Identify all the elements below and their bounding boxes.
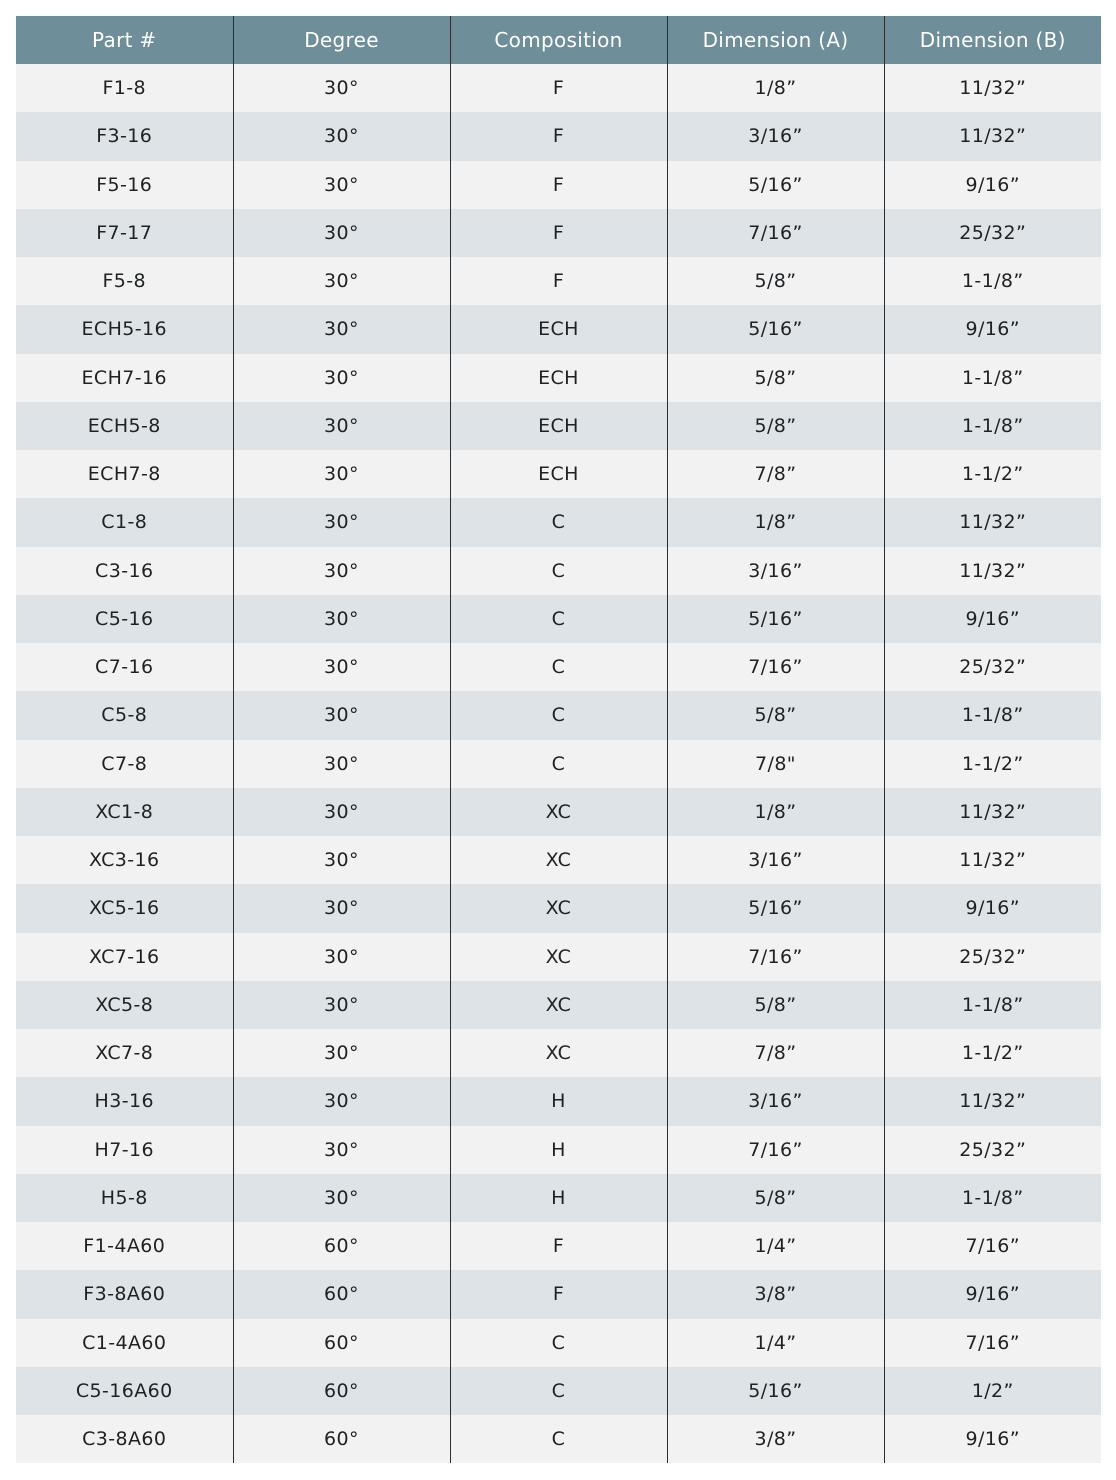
table-row	[16, 1174, 1101, 1222]
part-number-cell: F5-16	[16, 161, 233, 209]
composition-cell: H	[450, 1126, 667, 1174]
dimension-a-cell: 5/16”	[667, 305, 884, 353]
composition-cell: F	[450, 112, 667, 160]
degree-cell: 30°	[233, 836, 450, 884]
part-number-cell: C5-16	[16, 595, 233, 643]
degree-cell: 30°	[233, 257, 450, 305]
table-row	[16, 354, 1101, 402]
table-row	[16, 740, 1101, 788]
dimension-a-cell: 1/8”	[667, 788, 884, 836]
dimension-a-cell: 5/8”	[667, 1174, 884, 1222]
dimension-b-cell: 7/16”	[884, 1222, 1101, 1270]
composition-cell: C	[450, 498, 667, 546]
table-body	[16, 64, 1101, 1463]
composition-cell: F	[450, 257, 667, 305]
table-row	[16, 643, 1101, 691]
part-number-cell: C3-16	[16, 547, 233, 595]
dimension-b-cell: 11/32”	[884, 1077, 1101, 1125]
dimension-a-cell: 1/4”	[667, 1222, 884, 1270]
dimension-b-cell: 1-1/8”	[884, 354, 1101, 402]
column-header-part-number: Part #	[16, 16, 233, 64]
composition-cell: XC	[450, 1029, 667, 1077]
dimension-b-cell: 9/16”	[884, 161, 1101, 209]
composition-cell: F	[450, 1270, 667, 1318]
composition-cell: XC	[450, 933, 667, 981]
part-number-cell: F3-8A60	[16, 1270, 233, 1318]
dimension-b-cell: 1-1/2”	[884, 450, 1101, 498]
table-row	[16, 1222, 1101, 1270]
dimension-b-cell: 1-1/2”	[884, 740, 1101, 788]
part-number-cell: XC1-8	[16, 788, 233, 836]
column-header-degree: Degree	[233, 16, 450, 64]
part-number-cell: H5-8	[16, 1174, 233, 1222]
dimension-a-cell: 5/16”	[667, 161, 884, 209]
degree-cell: 30°	[233, 64, 450, 112]
table-row	[16, 788, 1101, 836]
table-row	[16, 691, 1101, 739]
table-row	[16, 1126, 1101, 1174]
degree-cell: 30°	[233, 643, 450, 691]
composition-cell: C	[450, 1367, 667, 1415]
dimension-b-cell: 1-1/8”	[884, 257, 1101, 305]
degree-cell: 60°	[233, 1367, 450, 1415]
part-number-cell: H7-16	[16, 1126, 233, 1174]
dimension-b-cell: 1-1/8”	[884, 1174, 1101, 1222]
dimension-a-cell: 3/8”	[667, 1270, 884, 1318]
composition-cell: H	[450, 1174, 667, 1222]
dimension-b-cell: 1-1/8”	[884, 691, 1101, 739]
composition-cell: ECH	[450, 354, 667, 402]
table-row	[16, 1367, 1101, 1415]
degree-cell: 60°	[233, 1270, 450, 1318]
dimension-a-cell: 5/16”	[667, 595, 884, 643]
composition-cell: ECH	[450, 402, 667, 450]
composition-cell: XC	[450, 884, 667, 932]
table-row	[16, 64, 1101, 112]
dimension-b-cell: 9/16”	[884, 1270, 1101, 1318]
dimension-a-cell: 5/8”	[667, 981, 884, 1029]
table-row	[16, 1270, 1101, 1318]
composition-cell: C	[450, 643, 667, 691]
table-row	[16, 402, 1101, 450]
dimension-b-cell: 9/16”	[884, 595, 1101, 643]
dimension-a-cell: 3/16”	[667, 1077, 884, 1125]
dimension-b-cell: 25/32”	[884, 209, 1101, 257]
column-header-dimension-a: Dimension (A)	[667, 16, 884, 64]
dimension-b-cell: 11/32”	[884, 836, 1101, 884]
composition-cell: ECH	[450, 305, 667, 353]
dimension-b-cell: 25/32”	[884, 1126, 1101, 1174]
dimension-a-cell: 7/8”	[667, 450, 884, 498]
part-number-cell: XC5-8	[16, 981, 233, 1029]
column-header-dimension-b: Dimension (B)	[884, 16, 1101, 64]
part-number-cell: F5-8	[16, 257, 233, 305]
dimension-a-cell: 5/16”	[667, 884, 884, 932]
dimension-b-cell: 1/2”	[884, 1367, 1101, 1415]
composition-cell: C	[450, 740, 667, 788]
table-row	[16, 1029, 1101, 1077]
part-number-cell: ECH7-16	[16, 354, 233, 402]
composition-cell: C	[450, 595, 667, 643]
dimension-b-cell: 7/16”	[884, 1319, 1101, 1367]
dimension-a-cell: 7/16”	[667, 1126, 884, 1174]
composition-cell: C	[450, 1319, 667, 1367]
degree-cell: 30°	[233, 498, 450, 546]
dimension-a-cell: 7/8"	[667, 740, 884, 788]
dimension-a-cell: 3/8”	[667, 1415, 884, 1463]
part-number-cell: H3-16	[16, 1077, 233, 1125]
table-row	[16, 933, 1101, 981]
dimension-a-cell: 1/4”	[667, 1319, 884, 1367]
composition-cell: F	[450, 161, 667, 209]
table-row	[16, 1077, 1101, 1125]
part-number-cell: ECH7-8	[16, 450, 233, 498]
composition-cell: ECH	[450, 450, 667, 498]
composition-cell: C	[450, 1415, 667, 1463]
composition-cell: C	[450, 547, 667, 595]
header-row	[16, 16, 1101, 64]
degree-cell: 30°	[233, 788, 450, 836]
degree-cell: 30°	[233, 884, 450, 932]
dimension-b-cell: 11/32”	[884, 112, 1101, 160]
table-row	[16, 498, 1101, 546]
part-number-cell: F3-16	[16, 112, 233, 160]
part-number-cell: F7-17	[16, 209, 233, 257]
composition-cell: F	[450, 1222, 667, 1270]
degree-cell: 30°	[233, 1126, 450, 1174]
part-number-cell: ECH5-8	[16, 402, 233, 450]
table-row	[16, 161, 1101, 209]
degree-cell: 30°	[233, 691, 450, 739]
part-number-cell: XC3-16	[16, 836, 233, 884]
part-number-cell: XC5-16	[16, 884, 233, 932]
dimension-a-cell: 7/8”	[667, 1029, 884, 1077]
table-row	[16, 884, 1101, 932]
dimension-a-cell: 7/16”	[667, 933, 884, 981]
degree-cell: 30°	[233, 933, 450, 981]
degree-cell: 30°	[233, 981, 450, 1029]
composition-cell: XC	[450, 836, 667, 884]
dimension-a-cell: 5/8”	[667, 691, 884, 739]
degree-cell: 30°	[233, 595, 450, 643]
dimension-a-cell: 5/16”	[667, 1367, 884, 1415]
degree-cell: 30°	[233, 450, 450, 498]
degree-cell: 30°	[233, 112, 450, 160]
part-number-cell: C1-8	[16, 498, 233, 546]
dimension-a-cell: 5/8”	[667, 257, 884, 305]
degree-cell: 30°	[233, 740, 450, 788]
degree-cell: 30°	[233, 354, 450, 402]
dimension-b-cell: 9/16”	[884, 1415, 1101, 1463]
table-row	[16, 257, 1101, 305]
dimension-b-cell: 1-1/8”	[884, 981, 1101, 1029]
part-number-cell: C5-16A60	[16, 1367, 233, 1415]
table-row	[16, 112, 1101, 160]
part-number-cell: F1-8	[16, 64, 233, 112]
degree-cell: 30°	[233, 161, 450, 209]
degree-cell: 30°	[233, 209, 450, 257]
part-number-cell: C7-8	[16, 740, 233, 788]
table-row	[16, 450, 1101, 498]
degree-cell: 30°	[233, 547, 450, 595]
table-header	[16, 16, 1101, 64]
degree-cell: 30°	[233, 305, 450, 353]
parts-table-container	[16, 16, 1101, 1463]
dimension-a-cell: 3/16”	[667, 836, 884, 884]
dimension-b-cell: 9/16”	[884, 884, 1101, 932]
degree-cell: 60°	[233, 1319, 450, 1367]
table-row	[16, 595, 1101, 643]
table-row	[16, 1415, 1101, 1463]
dimension-a-cell: 5/8”	[667, 354, 884, 402]
parts-table	[16, 16, 1101, 1463]
column-header-composition: Composition	[450, 16, 667, 64]
dimension-a-cell: 3/16”	[667, 112, 884, 160]
dimension-a-cell: 1/8”	[667, 498, 884, 546]
table-row	[16, 981, 1101, 1029]
composition-cell: H	[450, 1077, 667, 1125]
table-row	[16, 209, 1101, 257]
part-number-cell: XC7-8	[16, 1029, 233, 1077]
table-row	[16, 1319, 1101, 1367]
dimension-a-cell: 1/8”	[667, 64, 884, 112]
composition-cell: XC	[450, 981, 667, 1029]
dimension-b-cell: 1-1/2”	[884, 1029, 1101, 1077]
dimension-b-cell: 11/32”	[884, 498, 1101, 546]
part-number-cell: C1-4A60	[16, 1319, 233, 1367]
table-row	[16, 547, 1101, 595]
composition-cell: XC	[450, 788, 667, 836]
part-number-cell: C7-16	[16, 643, 233, 691]
table-row	[16, 836, 1101, 884]
degree-cell: 60°	[233, 1222, 450, 1270]
dimension-b-cell: 11/32”	[884, 788, 1101, 836]
composition-cell: C	[450, 691, 667, 739]
composition-cell: F	[450, 209, 667, 257]
degree-cell: 30°	[233, 1174, 450, 1222]
degree-cell: 30°	[233, 402, 450, 450]
degree-cell: 60°	[233, 1415, 450, 1463]
dimension-a-cell: 3/16”	[667, 547, 884, 595]
dimension-b-cell: 1-1/8”	[884, 402, 1101, 450]
degree-cell: 30°	[233, 1077, 450, 1125]
part-number-cell: ECH5-16	[16, 305, 233, 353]
part-number-cell: C5-8	[16, 691, 233, 739]
composition-cell: F	[450, 64, 667, 112]
table-row	[16, 305, 1101, 353]
degree-cell: 30°	[233, 1029, 450, 1077]
part-number-cell: C3-8A60	[16, 1415, 233, 1463]
dimension-b-cell: 11/32”	[884, 64, 1101, 112]
dimension-a-cell: 5/8”	[667, 402, 884, 450]
dimension-a-cell: 7/16”	[667, 209, 884, 257]
part-number-cell: F1-4A60	[16, 1222, 233, 1270]
part-number-cell: XC7-16	[16, 933, 233, 981]
dimension-a-cell: 7/16”	[667, 643, 884, 691]
dimension-b-cell: 25/32”	[884, 933, 1101, 981]
dimension-b-cell: 9/16”	[884, 305, 1101, 353]
dimension-b-cell: 25/32”	[884, 643, 1101, 691]
dimension-b-cell: 11/32”	[884, 547, 1101, 595]
